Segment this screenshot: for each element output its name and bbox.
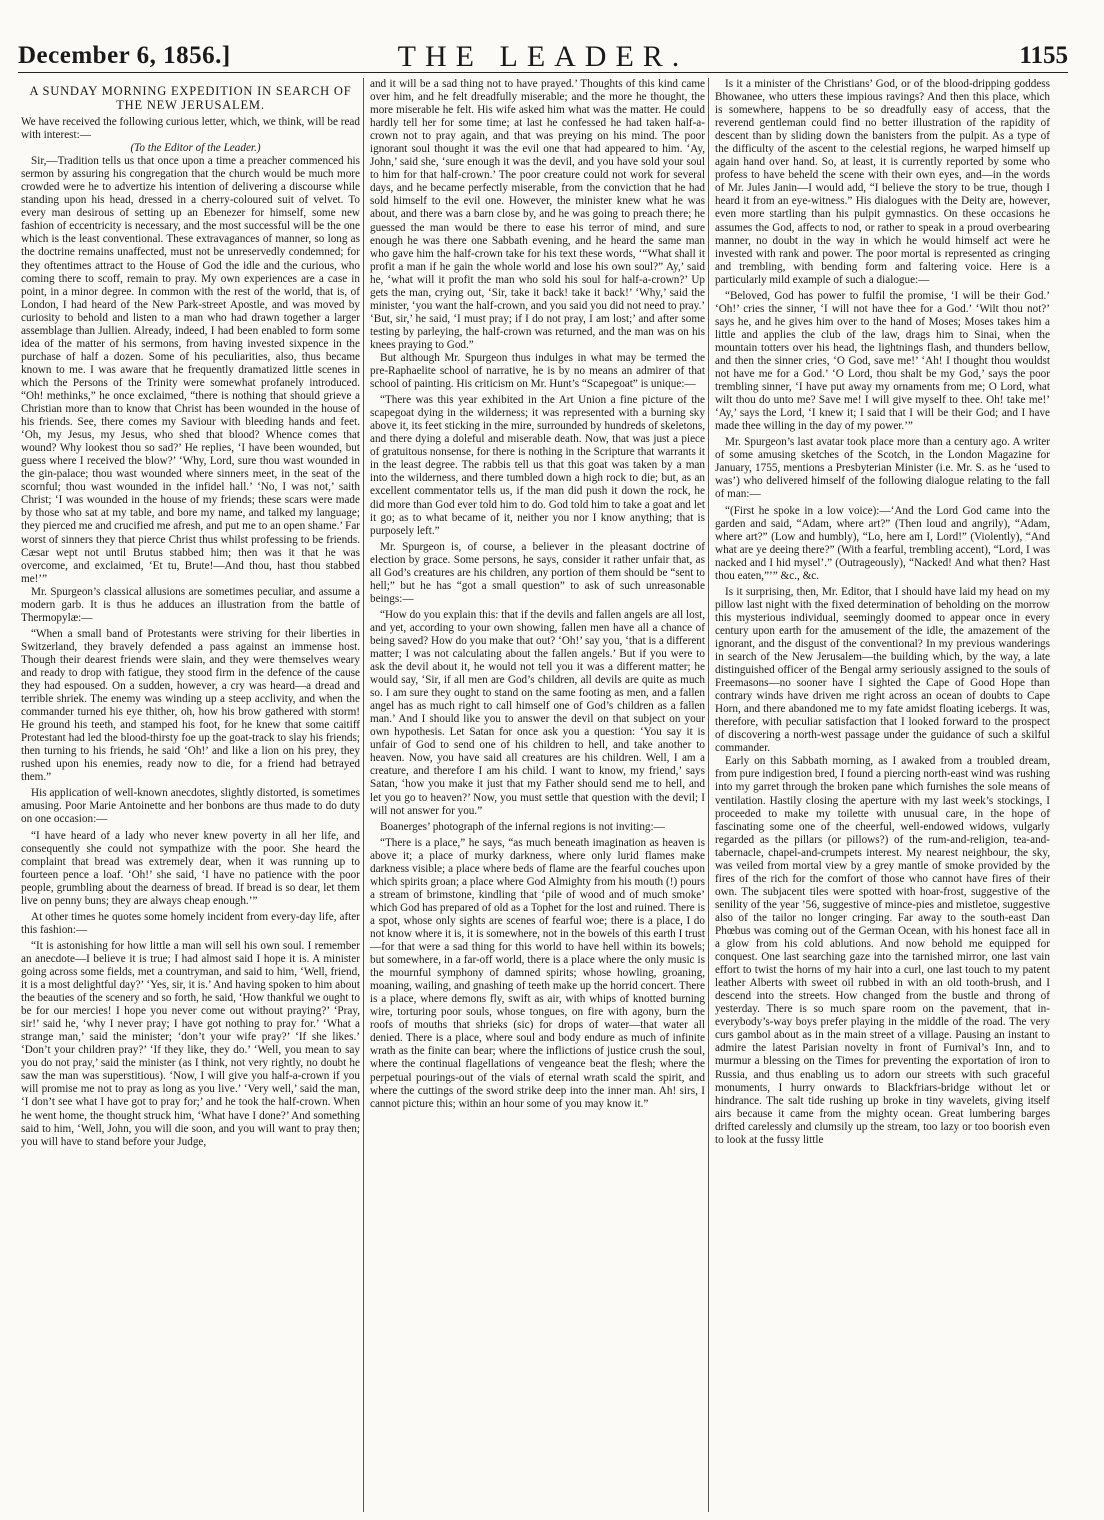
paragraph: Mr. Spurgeon is, of course, a believer in the pleasant doctrine of election by grace. Some persons, he says, consider it rather unfair that, as all God’s creatures are his children, any portion of them should be “sent to hell;” but he has “got a small question” to ask of such unreasonable beings:— <box>370 540 705 605</box>
quotation: “I have heard of a lady who never knew poverty in all her life, and consequently she could not sympathize with the poor. She heard the complaint that bread was extremely dear, when it was running up to fourteen pence a loaf. ‘Oh!’ she said, ‘I have no patience with the poor people, grumbling about the dearness of bread. If bread is so dear, let them live on penny buns; they are always cheap enough.’” <box>21 829 360 907</box>
masthead <box>18 42 1068 73</box>
paragraph: Is it a minister of the Christians’ God, or of the blood-dripping goddess Bhowanee, who utters these impious ravings? And then this place, which is somewhere, happens to be so dreadfully easy of access, that the reverend gentleman could find no better illustration of the rapidity of descent than by sliding down the banisters from the pulpit. As a type of the difficulty of the ascent to the celestial regions, he warped himself up again hand over hand. So, at least, it is currently reported by some who profess to have beheld the scene with their own eyes, and—in the words of Mr. Jules Janin—I would add, “I believe the story to be true, though I heard it from an eye-witness.” His dialogues with the Deity are, however, even more startling than his pulpit gymnastics. On these occasions he assumes the God, affects to nod, or rather to speak in a proud overbearing manner, no doubt in the way in which he would himself act were he invested with rank and power. The poor mortal is represented as cringing and trembling, with bending form and faltering voice. Here is a particularly mild example of such a dialogue:— <box>715 78 1050 286</box>
column-1 <box>18 78 363 1512</box>
paragraph: Boanerges’ photograph of the infernal regions is not inviting:— <box>380 820 665 833</box>
paragraph: At other times he quotes some homely incident from every-day life, after this fashion:— <box>21 910 360 936</box>
issue-date: December 6, 1856.] <box>18 42 231 69</box>
article-intro: We have received the following curious letter, which, we think, will be read with interest:— <box>21 116 360 142</box>
quotation: “It is astonishing for how little a man will sell his own soul. I remember an anecdote—I believe it is true; I had almost said I hope it is. A minister going across some fields, met a countryman, and said to him, ‘Well, friend, it is a most delightful day?’ ‘Yes, sir, it is.’ And having spoken to him about the beauties of the scenery and so forth, he said, ‘How thankful we ought to be for our mercies! I hope you never come out without praying?’ ‘Pray, sir!’ said he, ‘why I never pray; I have got nothing to pray for.’ ‘What a strange man,’ said the minister; ‘don’t your wife pray?’ ‘If she likes.’ ‘Don’t your children pray?’ ‘If they like, they do.’ ‘Well, you mean to say you do not pray,’ said the minister (as I think, not very rightly, no doubt he saw the man was superstitious). ‘Now, I will give you half-a-crown if you will promise me not to pray as long as you live.’ ‘Very well,’ said the man, ‘I don’t see what I have got to pray for;’ and he took the half-crown. When he went home, the thought struck him, ‘What have I done?’ And something said to him, ‘Well, John, you will die soon, and you will want to pray then; you will have to stand before your Judge, <box>21 939 360 1148</box>
newspaper-title: THE LEADER. <box>397 40 689 73</box>
text-columns <box>18 78 1068 1512</box>
paragraph: But although Mr. Spurgeon thus indulges in what may be termed the pre-Raphaelite school of narrative, he is by no means an admirer of that school of painting. His criticism on Mr. Hunt’s “Scapegoat” is unique:— <box>370 351 705 391</box>
quotation: and it will be a sad thing not to have prayed.’ Thoughts of this kind came over him, and he felt dreadfully miserable; and the more he thought, the more miserable he felt. His wife asked him what was the matter. He could hardly tell her for some time; at last he confessed he had taken half-a-crown not to pray again, and that was preying on his mind. The poor ignorant soul thought it was the evil one that had appeared to him. ‘Ay, John,’ said she, ‘sure enough it was the devil, and you have sold your soul to him for that half-crown.’ The poor creature could not work for several days, and he became perfectly miserable, from the conviction that he had sold himself to the evil one. However, the minister knew what he was about, and there was a barn close by, and he was going to preach there; he guessed the man would be there to ease his terror of mind, and sure enough he was there one Sabbath evening, and he heard the same man who gave him the half-crown take for his text these words, ‘“What shall it profit a man if he gain the whole world and lose his own soul?” Ay,’ said he, ‘what will it profit the man who sold his soul for half-a-crown?’ Up gets the man, crying out, ‘Sir, take it back! take it back!’ ‘Why,’ said the minister, ‘you want the half-crown, and you said you did not need to pray.’ ‘But, sir,’ he said, ‘I must pray; if I do not pray, I am lost;’ and after some testing by parleying, the half-crown was returned, and the man was on his knees praying to God.” <box>370 78 705 351</box>
quotation: “There is a place,” he says, “as much beneath imagination as heaven is above it; a place of murky darkness, where only lurid flames make darkness visible; a place where beds of flame are the fearful couches upon which spirits groan; a place where God Almighty from his mouth (!) pours a stream of brimstone, kindling that ‘pile of wood and of much smoke’ which God has prepared of old as a Tophet for the lost and ruined. There is a spot, whose only sights are scenes of fearful woe; there is a place, I do not know where it is, it is somewhere, not in the bowels of this earth I trust—for that were a sad thing for this world to have hell within its bowels; but somewhere, in a far-off world, there is a place where the only music is the mournful symphony of damned spirits; whose howling, groaning, moaning, wailing, and gnashing of teeth make up the horrid concert. There is a place, where demons fly, swift as air, with whips of knotted burning wire, torturing poor souls, whose tongues, on fire with agony, burn the roofs of mouths that shrieks (sic) for drops of water—that water all denied. There is a place, where soul and body endure as much of infinite wrath as the finite can bear; where the inflictions of justice crush the soul, where the continual flagellations of vengeance beat the flesh; where the perpetual pourings-out of the vials of eternal wrath scald the spirit, and where the cuttings of the sword strike deep into the inner man. Ah! sirs, I cannot picture this; within an hour some of you may know it.” <box>370 836 705 1110</box>
paragraph: Early on this Sabbath morning, as I awaked from a troubled dream, from pure indigestion bred, I found a piercing north-east wind was rushing into my garret through the broken pane which furnishes the sole means of ventilation. Hastily closing the aperture with my last week’s stockings, I proceeded to make my toilette with unusual care, in the hope of fascinating some one of the cheerful, well-endowed widows, vulgarly regarded as the pillars (or pillows?) of the rum-and-religion, tea-and-tabernacle, chapel-and-crumpets interest. My nearest neighbour, the sky, was veiled from mortal view by a grey mantle of smoke provided by the fires of the rich for the comfort of those who cannot have fires of their own. The subjacent tiles were spotted with hoar-frost, suggestive of the senility of the year ’56, suggestive of mince-pies and mistletoe, suggestive also of the tailor no longer cringing. Far away to the south-east Dan Phœbus was coming out of the German Ocean, with his honest face all in a glow from his cold ablutions. And now behold me equipped for conquest. One last searching gaze into the tarnished mirror, one last vain effort to twist the horns of my hair into a curl, one last touch to my patent leather Alberts with sweet oil rubbed in with an old tooth-brush, and I descend into the streets. How changed from the bustle and throng of yesterday. There is so much spare room on the pavement, that in-everybody’s-way boys prefer playing in the middle of the road. The very curs gambol about as in the main street of a village. Pausing an instant to admire the latest Parisian novelty in front of Furnival’s Inn, and to murmur a blessing on the Times for preventing the exportation of iron to Russia, and thus enabling us to adorn our streets with such graceful monuments, I hurry onwards to Blackfriars-bridge without let or hindrance. The salt tide rushing up broke in tiny wavelets, giving itself airs because it came from the mighty ocean. Great lumbering barges drifted carelessly and clumsily up the stream, too lazy or too boorish even to look at the fussy little <box>715 755 1050 1146</box>
column-3 <box>708 78 1053 1512</box>
quotation: “How do you explain this: that if the devils and fallen angels are all lost, and yet, according to your own showing, fallen men have all a chance of being saved? How do you make that out? ‘Oh!’ say you, ‘that is a different matter; I was not calculating about the fallen angels.’ But if you were to ask the devil about it, he would not tell you it was a different matter; he would say, ‘Sir, if all men are God’s children, all devils are quite as much so. I am sure they ought to stand on the same footing as men, and a fallen angel has as much right to call himself one of God’s children as a fallen man.’ And I should like you to answer the devil on that subject on your own hypothesis. Let Satan for once ask you a question: ‘You say it is unfair of God to send one of his children to hell, and take another to heaven. Now, you have said all creatures are his children. Well, I am a creature, and therefore I am his child. I want to know, my friend,’ says Satan, ‘how you make it just that my Father should send me to hell, and let you go to heaven?’ Now, you must settle that question with the devil; I will not answer for you.” <box>370 608 705 817</box>
quotation: “Beloved, God has power to fulfil the promise, ‘I will be their God.’ ‘Oh!’ cries the sinner, ‘I will not have thee for a God.’ ‘Wilt thou not?’ says he, and he gives him over to the hand of Moses; Moses takes him a little and applies the club of the law, drags him to Sinai, when the mountain totters over his head, the lightnings flash, and thunders bellow, and then the sinner cries, ‘O God, save me!’ ‘Ah! I thought thou wouldst not have me for a God.’ ‘O Lord, thou shalt be my God,’ says the poor trembling sinner, ‘I have put away my ornaments from me; O Lord, what wilt thou do unto me? Save me! I will give myself to thee. Oh! take me!’ ‘Ay,’ says the Lord, ‘I knew it; I said that I will be their God; and I have made thee willing in the day of my power.’” <box>715 289 1050 433</box>
quotation: “There was this year exhibited in the Art Union a fine picture of the scapegoat dying in the wilderness; it was represented with a burning sky above it, its feet sticking in the mire, surrounded by hundreds of skeletons, and there dying a doleful and miserable death. Now, that was just a piece of gratuitous nonsense, for there is nothing in the Scripture that warrants it in the least degree. The rabbis tell us that this goat was taken by a man into the wilderness, and there tumbled down a high rock to die; but, as an excellent commentator tells us, if the man did push it down the rock, he did more than God ever told him to do. God told him to take a goat and let it go; as to what became of it, neither you nor I know anything; that is purposely left.” <box>370 394 705 537</box>
paragraph: Sir,—Tradition tells us that once upon a time a preacher commenced his sermon by assuring his congregation that the church would be much more crowded were he to advertize his intention of delivering a discourse while standing upon his head, dressed in a cherry-coloured suit of velvet. To every man desirous of setting up an Ebenezer for himself, some new fashion of eccentricity is necessary, and the most successful will be the one which is the least conventional. These extravagances of manner, so long as the doctrine remains unaffected, must not be unreservedly condemned; for they oftentimes attract to the House of God the idle and the curious, who coming there to scoff, remain to pray. My own experiences are a case in point, in a minor degree. In common with the rest of the world, that is, of London, I had heard of the New Park-street Apostle, and was moved by curiosity to behold and listen to a man who had drawn together a larger assemblage than Jullien. Already, indeed, I had been enabled to form some idea of the matter of his sermons, from having invested sixpence in the purchase of half a dozen. Some of his peculiarities, also, thus became known to me. I was aware that he frequently dramatized little scenes in which the Persons of the Trinity were somewhat profanely introduced. “Oh! methinks,” he once exclaimed, “there is nothing that should grieve a Christian more than to know that Christ has been wounded in the house of his friends. See, there comes my Saviour with bleeding hands and feet. ‘Oh, my Jesus, my Jesus, who shed that blood? Whence comes that wound? Why lookest thou so sad?’ He replies, ‘I have been wounded, but guess where I received the blow?’ ‘Why, Lord, sure thou wast wounded in the gin-palace; thou wast wounded where sinners meet, in the seat of the scornful; thou wast wounded in the infidel hall.’ ‘No, I was not,’ saith Christ; ‘I was wounded in the house of my friends; these scars were made by those who sat at my table, and bore my name, and talked my language; they pierced me and crucified me afresh, and put me to an open shame.’ Far worst of sinners they that pierce Christ thus whilst professing to be friends. Cæsar wept not until Brutus stabbed him; then was it that he was overcome, and exclaimed, ‘Et tu, Brute!—And thou, hast thou stabbed me!’” <box>21 155 361 585</box>
quotation: “(First he spoke in a low voice):—‘And the Lord God came into the garden and said, “Adam, where art?” (Then loud and angrily), “Adam, where art?” (Low and humbly), “Lo, here am I, Lord!” (Violently), “And what are ye deeing there?” (With a fearful, trembling accent), “Lord, I was nacked and I hid mysel’.” (Outrageously), “Nacked! And what then? Hast thou eaten,”’” &c., &c. <box>715 504 1050 582</box>
addressee-line: (To the Editor of the Leader.) <box>130 142 261 155</box>
paragraph: His application of well-known anecdotes, slightly distorted, is sometimes amusing. Poor Marie Antoinette and her bonbons are thus made to do duty on one occasion:— <box>21 787 360 826</box>
quotation: “When a small band of Protestants were striving for their liberties in Switzerland, they bravely defended a pass against an immense host. Though their dearest friends were slain, and they were themselves weary and ready to drop with fatigue, they stood firm in the defence of the cause they had espoused. On a sudden, however, a cry was heard—a dread and terrible shriek. The enemy was winding up a steep acclivity, and when the commander turned his eye thither, oh, how his brow gathered with storm! He ground his teeth, and stamped his foot, for he knew that some caitiff Protestant had led the blood-thirsty foe up the goat-track to slay his friends; then turning to his friends, he said ‘Oh!’ and like a lion on his prey, they rushed upon his enemies, ready now to die, for a friend had betrayed them.” <box>21 627 360 784</box>
paragraph: Is it surprising, then, Mr. Editor, that I should have laid my head on my pillow last night with the fixed determination of beholding on the morrow this mysterious individual, seemingly doomed to appear once in every century upon earth for the amusement of the idle, the amazement of the ignorant, and the disgust of the conventional? In my previous wanderings in search of the New Jerusalem—the building which, by the way, a late distinguished officer of the Bengal army seriously assigned to the souls of Freemasons—no sooner have I sighted the Cape of Good Hope than contrary winds have driven me right across an ocean of doubts to Cape Horn, and there abandoned me to my fate amidst floating icebergs. It was, therefore, with peculiar satisfaction that I looked forward to the prospect of discovering a north-west passage under the guidance of such a skilful commander. <box>715 585 1050 755</box>
column-2 <box>363 78 708 1512</box>
paragraph: Mr. Spurgeon’s classical allusions are sometimes peculiar, and assume a modern garb. It is thus he adduces an illustration from the battle of Thermopylæ:— <box>21 585 360 624</box>
page-number: 1155 <box>1019 42 1068 69</box>
article-headline: A SUNDAY MORNING EXPEDITION IN SEARCH OF THE NEW JERUSALEM. <box>29 84 352 112</box>
paragraph: Mr. Spurgeon’s last avatar took place more than a century ago. A writer of some amusing sketches of the Scotch, in the London Magazine for January, 1755, mentions a Presbyterian Minister (i.e. Mr. S. as he ‘used to was’) who delivered himself of the following dialogue relating to the fall of man:— <box>715 436 1050 501</box>
